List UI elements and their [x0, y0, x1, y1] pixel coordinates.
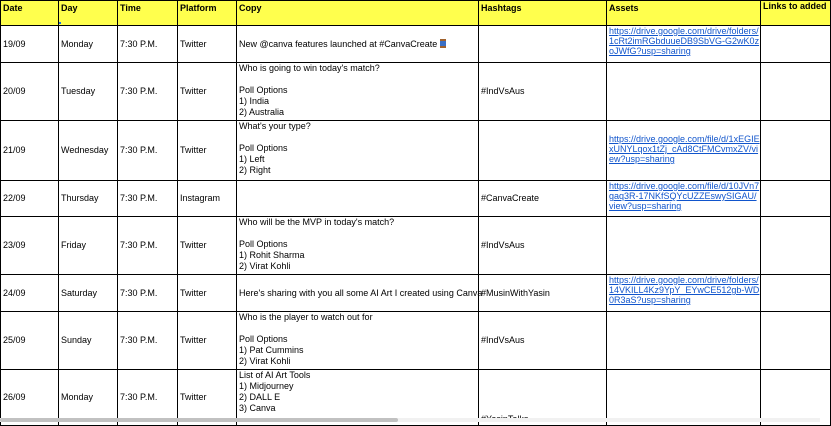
cell-day[interactable]: Monday — [59, 26, 118, 63]
header-hashtags[interactable]: Hashtags — [479, 1, 607, 26]
cell-assets[interactable] — [607, 26, 761, 63]
cell-copy[interactable]: List of AI Art Tools 1) Midjourney 2) DALL E 3) Canva — [237, 370, 479, 426]
table-row — [1, 121, 831, 181]
header-copy[interactable]: Copy — [237, 1, 479, 26]
cell-copy[interactable]: Here's sharing with you all some AI Art I created using Canva — [237, 275, 479, 312]
cell-platform[interactable]: Twitter — [178, 370, 237, 426]
cell-day[interactable]: Thursday — [59, 181, 118, 217]
table-row — [1, 26, 831, 63]
cell-day[interactable]: Monday — [59, 370, 118, 426]
table-row — [1, 217, 831, 275]
cell-links[interactable] — [761, 121, 831, 181]
asset-link[interactable]: https://drive.google.com/file/d/1xEGIExUNYLqox1tZj_cAd8CtFMCvmxZV/view?usp=sharing — [609, 134, 760, 164]
cell-hashtags[interactable] — [479, 26, 607, 63]
cell-assets[interactable] — [607, 181, 761, 217]
cell-date[interactable]: 20/09 — [1, 63, 59, 121]
cell-platform[interactable]: Twitter — [178, 275, 237, 312]
cell-day[interactable]: Tuesday — [59, 63, 118, 121]
header-day[interactable]: Day — [59, 1, 118, 26]
header-row — [1, 1, 831, 26]
cell-date[interactable]: 26/09 — [1, 370, 59, 426]
cell-date[interactable]: 24/09 — [1, 275, 59, 312]
cell-time[interactable]: 7:30 P.M. — [118, 217, 178, 275]
cell-copy[interactable] — [237, 26, 479, 63]
cell-date[interactable]: 23/09 — [1, 217, 59, 275]
table-row — [1, 181, 831, 217]
cell-links[interactable] — [761, 63, 831, 121]
cell-hashtags[interactable]: #MusinWithYasin — [479, 275, 607, 312]
header-date[interactable]: Date — [1, 1, 59, 26]
cell-copy[interactable]: Who is the player to watch out for Poll Options 1) Pat Cummins 2) Virat Kohli — [237, 312, 479, 370]
header-time[interactable]: Time — [118, 1, 178, 26]
cell-day[interactable]: Sunday — [59, 312, 118, 370]
cell-time[interactable]: 7:30 P.M. — [118, 121, 178, 181]
cell-time[interactable]: 7:30 P.M. — [118, 26, 178, 63]
asset-link[interactable]: https://drive.google.com/drive/folders/14VKILL4Kz9YpY_EYwCE512gb-WD0R3aS?usp=sharing — [609, 275, 760, 305]
table-row — [1, 63, 831, 121]
horizontal-scrollbar[interactable] — [0, 418, 820, 422]
table-row — [1, 312, 831, 370]
cell-assets[interactable] — [607, 312, 761, 370]
cell-date[interactable]: 25/09 — [1, 312, 59, 370]
cell-copy-text: New @canva features launched at #CanvaCreate — [239, 38, 438, 49]
cell-day[interactable]: Saturday — [59, 275, 118, 312]
cell-platform[interactable]: Twitter — [178, 26, 237, 63]
cell-day[interactable]: Wednesday — [59, 121, 118, 181]
cell-hashtags[interactable]: #IndVsAus — [479, 217, 607, 275]
cell-assets[interactable] — [607, 63, 761, 121]
cell-copy[interactable]: What's your type? Poll Options 1) Left 2) Right — [237, 121, 479, 181]
asset-link[interactable]: https://drive.google.com/file/d/10JVn7gaq3R-17NKfSQYcUZZEswySIGAU/view?usp=sharing — [609, 181, 760, 211]
cell-platform[interactable]: Twitter — [178, 217, 237, 275]
header-assets[interactable]: Assets — [607, 1, 761, 26]
cell-day[interactable]: Friday — [59, 217, 118, 275]
cell-assets[interactable] — [607, 217, 761, 275]
scrollbar-thumb[interactable] — [0, 418, 398, 422]
cell-links[interactable] — [761, 26, 831, 63]
cell-copy[interactable]: Who is going to win today's match? Poll Options 1) India 2) Australia — [237, 63, 479, 121]
cell-assets[interactable] — [607, 275, 761, 312]
cell-platform[interactable]: Twitter — [178, 312, 237, 370]
active-cell-marker — [59, 22, 61, 24]
cell-date[interactable]: 22/09 — [1, 181, 59, 217]
cell-links[interactable] — [761, 312, 831, 370]
cell-copy[interactable]: Who will be the MVP in today's match? Poll Options 1) Rohit Sharma 2) Virat Kohli — [237, 217, 479, 275]
cell-platform[interactable]: Instagram — [178, 181, 237, 217]
cell-hashtags[interactable]: #IndVsAus — [479, 63, 607, 121]
cell-links[interactable] — [761, 181, 831, 217]
cell-copy[interactable] — [237, 181, 479, 217]
cell-time[interactable]: 7:30 P.M. — [118, 370, 178, 426]
spool-of-thread-icon — [440, 39, 446, 48]
header-links-to-added[interactable]: Links to added — [761, 1, 831, 26]
cell-hashtags[interactable]: #IndVsAus — [479, 312, 607, 370]
cell-time[interactable]: 7:30 P.M. — [118, 312, 178, 370]
cell-platform[interactable]: Twitter — [178, 63, 237, 121]
header-platform[interactable]: Platform — [178, 1, 237, 26]
cell-platform[interactable]: Twitter — [178, 121, 237, 181]
cell-time[interactable]: 7:30 P.M. — [118, 63, 178, 121]
table-row — [1, 275, 831, 312]
cell-time[interactable]: 7:30 P.M. — [118, 181, 178, 217]
asset-link[interactable]: https://drive.google.com/drive/folders/1cRt2imRGbduueDB9SbVG-G2wK0zoJWfG?usp=sharing — [609, 26, 760, 56]
cell-date[interactable]: 21/09 — [1, 121, 59, 181]
cell-links[interactable] — [761, 275, 831, 312]
cell-hashtags[interactable]: #CanvaCreate — [479, 181, 607, 217]
cell-date[interactable]: 19/09 — [1, 26, 59, 63]
cell-time[interactable]: 7:30 P.M. — [118, 275, 178, 312]
cell-assets[interactable] — [607, 121, 761, 181]
cell-links[interactable] — [761, 217, 831, 275]
cell-hashtags[interactable] — [479, 121, 607, 181]
